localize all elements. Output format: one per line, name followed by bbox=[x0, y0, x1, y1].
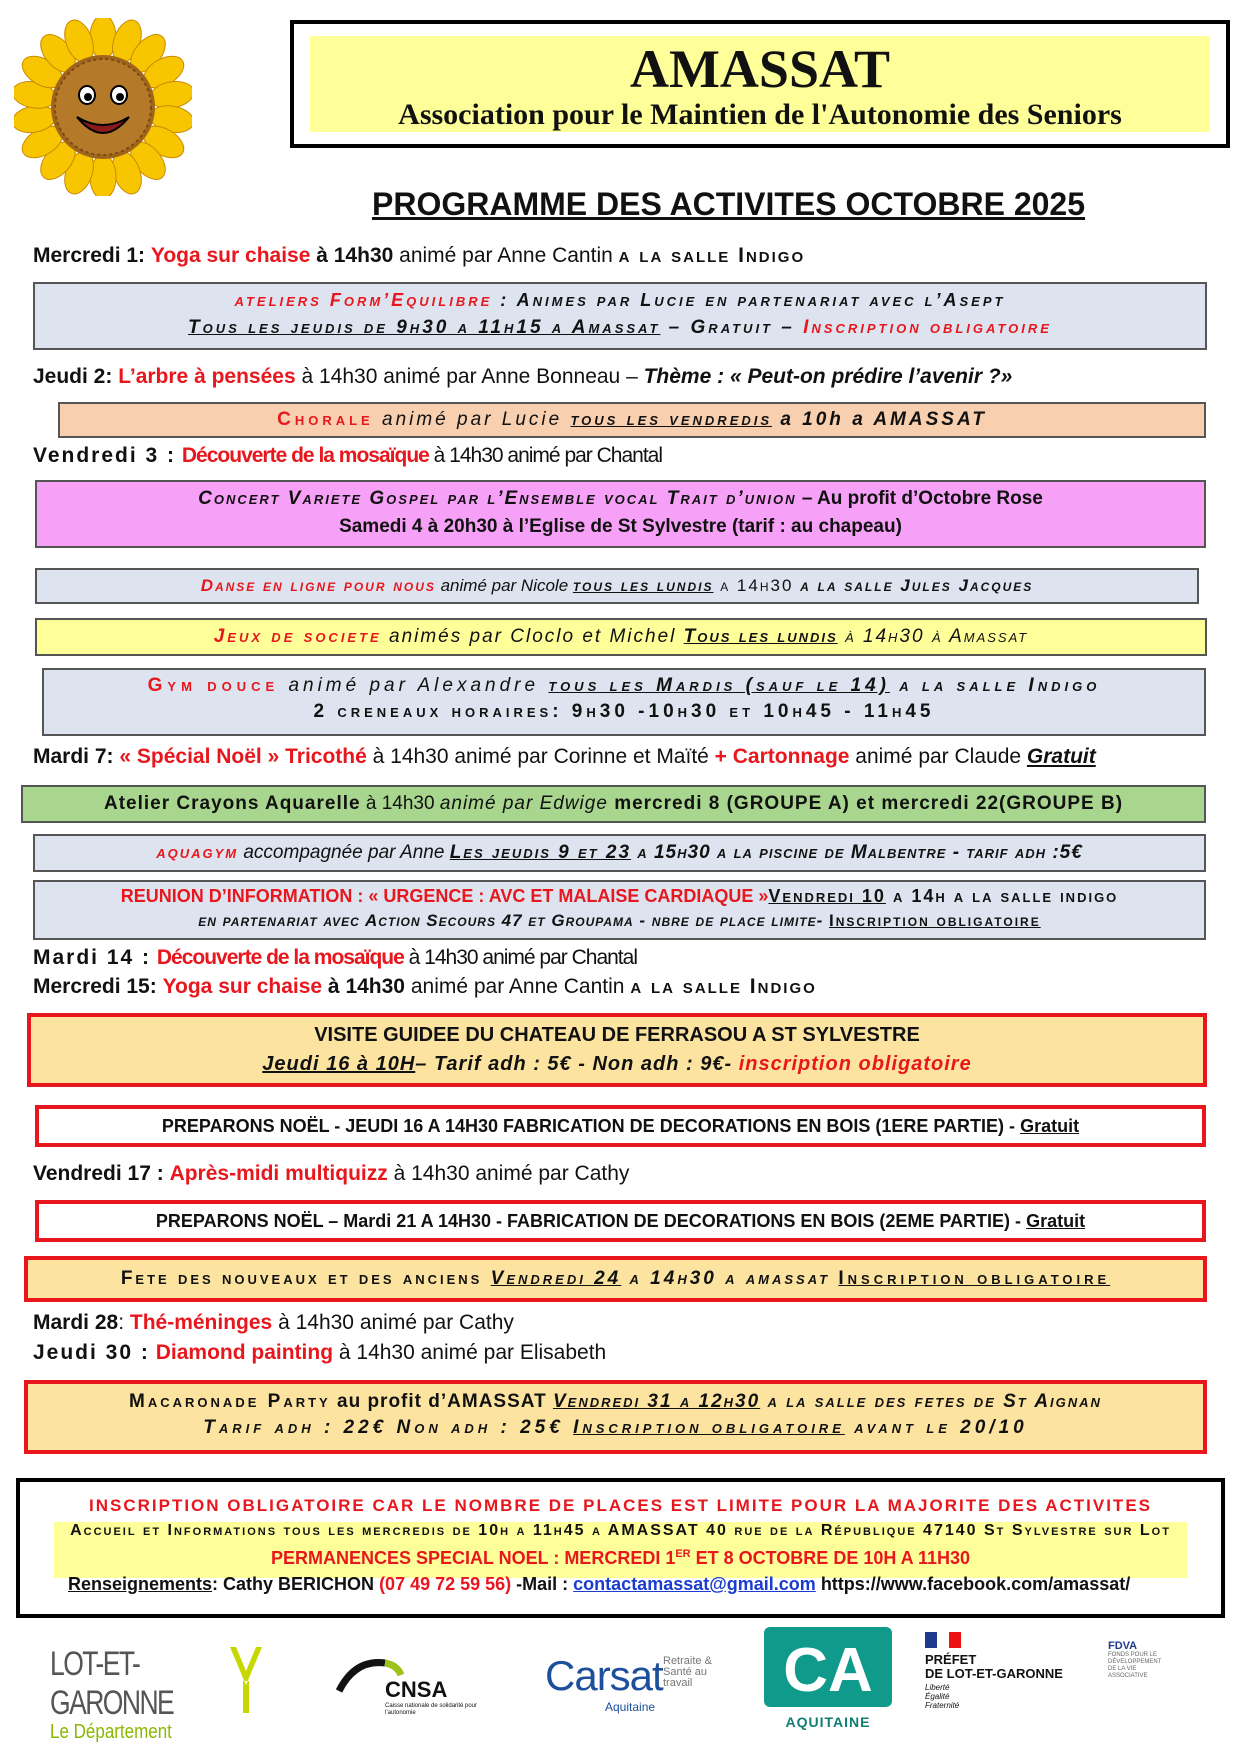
box-aquarelle-dates: mercredi 8 (GROUPE A) et mercredi 22(GROUPE B) bbox=[607, 793, 1124, 814]
box-concert-title: Concert Variete Gospel par l’Ensemble vocal Trait d’union bbox=[198, 488, 797, 509]
box-aquarelle bbox=[21, 785, 1206, 823]
event-host: à 14h30 animé par Anne Bonneau – bbox=[295, 365, 644, 388]
event-activity: Découverte de la mosaïque bbox=[156, 946, 404, 969]
lg-y-icon bbox=[228, 1645, 264, 1715]
event-host: à 14h30 animé par Chantal bbox=[403, 946, 637, 969]
logo-carsat-side: Retraite & Santé au travail bbox=[663, 1655, 712, 1689]
event-line-fri-3 bbox=[33, 444, 662, 468]
box-noel-2-text: PREPARONS NOËL – Mardi 21 A 14H30 - FABRICATION DE DECORATIONS EN BOIS (2EME PARTIE) - bbox=[155, 1211, 1027, 1231]
event-line-wed-1 bbox=[33, 244, 805, 268]
box-noel-1-free: Gratuit bbox=[1020, 1116, 1080, 1136]
box-chorale-host: animé par Lucie bbox=[373, 409, 571, 430]
footer-info-box bbox=[16, 1478, 1225, 1618]
event-day: Vendredi 3 : bbox=[33, 444, 177, 467]
event-line-thu-2 bbox=[33, 365, 1012, 389]
box-macaron-cause: au profit d’AMASSAT bbox=[330, 1391, 553, 1412]
logo-credit-agricole bbox=[762, 1625, 894, 1730]
box-reunion-signup: Inscription obligatoire bbox=[829, 911, 1041, 930]
box-noel-2 bbox=[35, 1200, 1206, 1242]
box-form-partner: : Animes par Lucie en partenariat avec l’Asept bbox=[492, 290, 1006, 310]
logo-carsat bbox=[545, 1652, 715, 1722]
logo-ca-region: AQUITAINE bbox=[785, 1714, 871, 1730]
footer-mail-label: -Mail : bbox=[511, 1574, 574, 1594]
event-host: à 14h30 animé par Elisabeth bbox=[333, 1341, 607, 1364]
event-host-2: animé par Claude bbox=[849, 745, 1027, 768]
header-banner bbox=[310, 36, 1210, 132]
box-aquarelle-time: à 14h30 bbox=[360, 793, 440, 814]
box-reunion bbox=[33, 880, 1206, 940]
logo-prefet-motto: Liberté Égalité Fraternité bbox=[925, 1683, 960, 1710]
box-macaron-title: Macaronade Party bbox=[129, 1391, 331, 1412]
box-chorale-title: Chorale bbox=[277, 409, 374, 430]
event-time: à 14h30 bbox=[322, 975, 405, 998]
box-danse-schedule: tous les lundis bbox=[572, 576, 714, 595]
sunflower-logo bbox=[14, 18, 192, 196]
box-reunion-title: REUNION D’INFORMATION : « URGENCE : AVC ET MALAISE CARDIAQUE » bbox=[120, 886, 769, 906]
event-host: à 14h30 animé par Chantal bbox=[428, 444, 663, 467]
box-visite-price: – Tarif adh : 5€ - Non adh : 9€- bbox=[415, 1053, 739, 1075]
event-host: à 14h30 animé par Cathy bbox=[387, 1162, 630, 1185]
event-activity: Yoga sur chaise bbox=[150, 244, 311, 267]
footer-email-link[interactable]: contactamassat@gmail.com bbox=[573, 1574, 816, 1594]
box-reunion-partners: en partenariat avec Action Secours 47 et Groupama - nbre de place limite- bbox=[198, 911, 830, 930]
box-jeux-host: animés par Cloclo et Michel bbox=[381, 626, 684, 647]
box-gym-place: a la salle Indigo bbox=[889, 675, 1101, 696]
box-form-schedule: Tous les jeudis de 9h30 a 11h15 a Amassat bbox=[188, 317, 661, 338]
box-danse bbox=[35, 568, 1199, 604]
event-day: Jeudi 30 : bbox=[33, 1341, 150, 1364]
box-reunion-date: Vendredi 10 bbox=[768, 886, 886, 906]
box-aquagym-host: accompagnée par Anne bbox=[238, 842, 450, 863]
box-form-signup: Inscription obligatoire bbox=[803, 317, 1052, 338]
box-aquarelle-title: Atelier Crayons Aquarelle bbox=[103, 793, 361, 814]
event-place: a la salle Indigo bbox=[630, 975, 817, 998]
box-aquagym-place: a 15h30 a la piscine de Malbentre - tarif adh :5€ bbox=[631, 842, 1083, 863]
box-jeux-place: à 14h30 à Amassat bbox=[837, 626, 1029, 647]
box-form-price: – Gratuit – bbox=[660, 317, 804, 338]
box-visite bbox=[27, 1013, 1207, 1087]
header-box bbox=[290, 20, 1230, 148]
box-macaron-date: Vendredi 31 a 12h30 bbox=[552, 1391, 761, 1412]
footer-rens-label: Renseignements bbox=[68, 1574, 213, 1594]
event-theme: Thème : « Peut-on prédire l’avenir ?» bbox=[643, 365, 1013, 388]
footer-perm-b: ET 8 OCTOBRE DE 10H A 11H30 bbox=[690, 1548, 971, 1568]
box-concert-details: Samedi 4 à 20h30 à l’Eglise de St Sylvestre (tarif : au chapeau) bbox=[339, 516, 902, 537]
footer-phone: (07 49 72 59 56) bbox=[379, 1574, 512, 1594]
box-reunion-place: a 14h a la salle indigo bbox=[885, 886, 1119, 906]
box-fete bbox=[24, 1256, 1207, 1302]
box-aquagym-title: aquagym bbox=[156, 842, 239, 863]
ca-logo-icon bbox=[762, 1625, 894, 1709]
event-day: Vendredi 17 : bbox=[33, 1162, 164, 1185]
box-macaron-deadline: avant le 20/10 bbox=[844, 1417, 1028, 1438]
box-jeux-schedule: Tous les lundis bbox=[683, 626, 838, 647]
footer-perm-sup: ER bbox=[675, 1548, 691, 1560]
event-free: Gratuit bbox=[1026, 745, 1096, 768]
logo-lg-sub: Le Département bbox=[50, 1721, 172, 1743]
box-visite-signup: inscription obligatoire bbox=[738, 1053, 972, 1075]
logo-lg-name: LOT-ET-GARONNE bbox=[50, 1645, 174, 1722]
event-activity: Découverte de la mosaïque bbox=[181, 444, 429, 467]
box-jeux bbox=[35, 618, 1207, 656]
logo-cnsa-name: CNSA bbox=[385, 1677, 448, 1702]
box-macaron-price: Tarif adh : 22€ Non adh : 25€ bbox=[203, 1417, 574, 1438]
french-flag-icon bbox=[925, 1632, 961, 1648]
event-day: Mardi 28 bbox=[33, 1311, 119, 1334]
footer-perm-a: PERMANENCES SPECIAL NOEL : MERCREDI 1 bbox=[270, 1548, 676, 1568]
event-activity: Yoga sur chaise bbox=[162, 975, 323, 998]
event-line-tue-14 bbox=[33, 946, 637, 970]
event-line-tue-28 bbox=[33, 1311, 514, 1335]
box-gym-host: animé par Alexandre bbox=[279, 675, 549, 696]
program-title: PROGRAMME DES ACTIVITES OCTOBRE 2025 bbox=[372, 186, 1086, 222]
event-line-fri-17 bbox=[33, 1162, 629, 1186]
logo-carsat-name: Carsat bbox=[545, 1652, 663, 1699]
logo-cnsa bbox=[335, 1655, 485, 1725]
logo-lot-et-garonne bbox=[50, 1645, 265, 1743]
association-subtitle: Association pour le Maintien de l'Autonomie des Seniors bbox=[398, 98, 1122, 131]
box-noel-2-free: Gratuit bbox=[1026, 1211, 1086, 1231]
event-colon: : bbox=[118, 1311, 130, 1334]
event-host: à 14h30 animé par Cathy bbox=[272, 1311, 514, 1334]
box-aquarelle-host: animé par Edwige bbox=[439, 793, 608, 814]
box-aquagym-schedule: Les jeudis 9 et 23 bbox=[449, 842, 632, 863]
logo-carsat-sub: Aquitaine bbox=[605, 1700, 656, 1714]
box-danse-host: animé par Nicole bbox=[435, 576, 573, 595]
box-macaron-place: a la salle des fetes de St Aignan bbox=[760, 1391, 1102, 1412]
logo-fdva-sub: FONDS POUR LE DÉVELOPPEMENT DE LA VIE ASSOCIATIVE bbox=[1108, 1652, 1162, 1679]
event-day: Jeudi 2: bbox=[33, 365, 113, 388]
event-activity: L’arbre à pensées bbox=[118, 365, 296, 388]
box-gym-slots: 2 creneaux horaires: 9h30 -10h30 et 10h45 - 11h45 bbox=[313, 701, 935, 722]
box-aquagym bbox=[33, 834, 1206, 872]
box-visite-title: VISITE GUIDEE DU CHATEAU DE FERRASOU A ST SYLVESTRE bbox=[314, 1024, 920, 1046]
event-place: a la salle Indigo bbox=[618, 244, 806, 267]
box-fete-date: Vendredi 24 bbox=[490, 1268, 622, 1289]
svg-text:CA: CA bbox=[783, 1636, 873, 1705]
box-gym bbox=[42, 668, 1206, 736]
event-line-wed-15 bbox=[33, 975, 817, 999]
event-activity: « Spécial Noël » Tricothé bbox=[119, 745, 367, 768]
event-activity-2: + Cartonnage bbox=[714, 745, 850, 768]
box-macaronade bbox=[24, 1380, 1207, 1454]
box-fete-place: a 14h30 a amassat bbox=[621, 1268, 839, 1289]
box-fete-title: Fete des nouveaux et des anciens bbox=[120, 1268, 491, 1289]
event-activity: Thé-méninges bbox=[129, 1311, 273, 1334]
logo-prefet-a: PRÉFET bbox=[925, 1652, 977, 1667]
event-time: à 14h30 bbox=[310, 244, 394, 267]
box-gym-schedule: tous les Mardis (sauf le 14) bbox=[548, 675, 890, 696]
logo-prefet-b: DE LOT-ET-GARONNE bbox=[925, 1666, 1063, 1681]
logo-fdva bbox=[1108, 1640, 1178, 1700]
footer-contact-name: : Cathy BERICHON bbox=[212, 1574, 380, 1594]
footer-accueil: Accueil et Informations tous les mercredis de 10h a 11h45 a AMASSAT 40 rue de la République 47140 St Sylvestre sur Lot bbox=[70, 1522, 1171, 1539]
footer-facebook[interactable]: https://www.facebook.com/amassat/ bbox=[815, 1574, 1131, 1594]
box-concert-cause: – Au profit d’Octobre Rose bbox=[796, 488, 1043, 509]
box-danse-place: a la salle Jules Jacques bbox=[800, 576, 1034, 595]
event-host: animé par Anne Cantin bbox=[393, 244, 619, 267]
event-day: Mercredi 15: bbox=[33, 975, 157, 998]
box-chorale-place: a 10h a AMASSAT bbox=[772, 409, 987, 430]
event-activity: Après-midi multiquizz bbox=[169, 1162, 388, 1185]
event-day: Mercredi 1: bbox=[33, 244, 146, 267]
box-danse-time: a 14h30 bbox=[713, 576, 801, 595]
box-form-title: ateliers Form’Equilibre bbox=[234, 290, 493, 310]
event-day: Mardi 14 : bbox=[33, 946, 152, 969]
event-line-thu-30 bbox=[33, 1341, 606, 1365]
logo-cnsa-sub: Caisse nationale de solidarité pour l’autonomie bbox=[385, 1703, 478, 1716]
box-gym-title: Gym douce bbox=[147, 675, 280, 696]
box-danse-title: Danse en ligne pour nous bbox=[200, 576, 436, 595]
box-noel-1 bbox=[35, 1105, 1206, 1147]
event-activity: Diamond painting bbox=[155, 1341, 334, 1364]
event-day: Mardi 7: bbox=[33, 745, 114, 768]
event-host: à 14h30 animé par Corinne et Maïté bbox=[366, 745, 715, 768]
event-host: animé par Anne Cantin bbox=[405, 975, 631, 998]
box-macaron-signup: Inscription obligatoire bbox=[573, 1417, 845, 1438]
logo-prefet bbox=[925, 1632, 1075, 1722]
event-line-tue-7 bbox=[33, 745, 1096, 769]
box-chorale-schedule: tous les vendredis bbox=[570, 409, 773, 430]
footer-warning: INSCRIPTION OBLIGATOIRE CAR LE NOMBRE DE PLACES EST LIMITE POUR LA MAJORITE DES ACTIVITES bbox=[89, 1496, 1152, 1515]
association-name: AMASSAT bbox=[629, 39, 891, 99]
box-form-equilibre bbox=[33, 282, 1207, 350]
logo-fdva-name: FDVA bbox=[1108, 1640, 1138, 1652]
box-noel-1-text: PREPARONS NOËL - JEUDI 16 A 14H30 FABRICATION DE DECORATIONS EN BOIS (1ERE PARTIE) - bbox=[161, 1116, 1021, 1136]
box-jeux-title: Jeux de societe bbox=[213, 626, 382, 647]
box-concert bbox=[35, 480, 1206, 548]
box-fete-signup: Inscription obligatoire bbox=[838, 1268, 1111, 1289]
box-chorale bbox=[58, 402, 1206, 438]
box-visite-date: Jeudi 16 à 10H bbox=[262, 1053, 416, 1075]
